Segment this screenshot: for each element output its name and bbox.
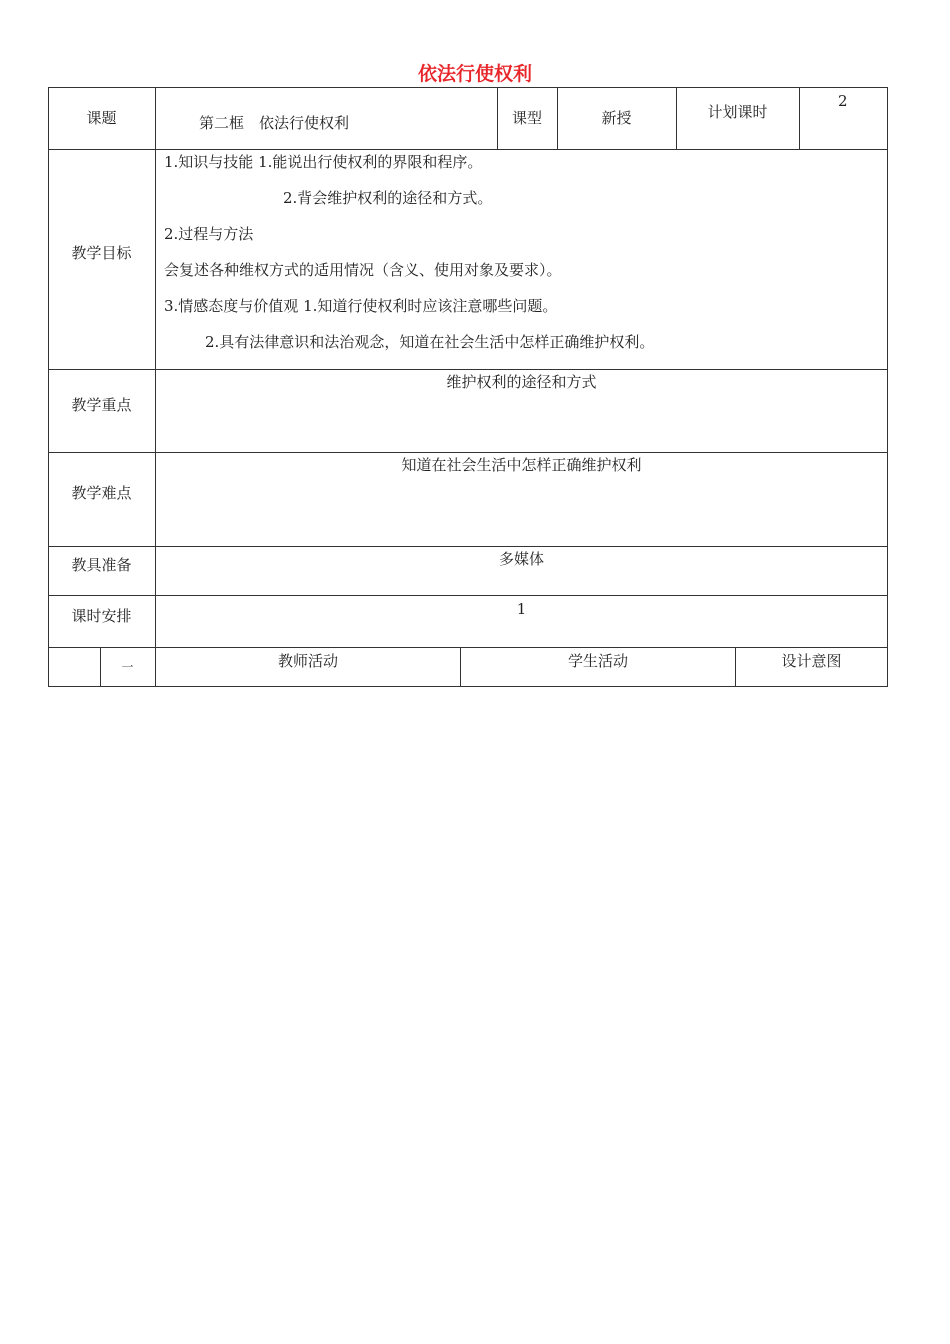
topic-value: 第二框 依法行使权利 (199, 114, 350, 132)
type-value: 新授 (601, 109, 632, 127)
table-border-right (887, 87, 888, 687)
schedule-value: 1 (516, 600, 527, 618)
key-point-label: 教学重点 (71, 396, 132, 414)
row-divider-header (48, 149, 888, 150)
schedule-label: 课时安排 (71, 607, 132, 625)
difficulty-label: 教学难点 (71, 484, 132, 502)
header-divider-hours-value (799, 87, 800, 149)
aids-label: 教具准备 (71, 556, 132, 574)
objective-line: 3.情感态度与价值观 1.知道行使权利时应该注意哪些问题。 (164, 297, 558, 315)
row-divider-schedule (48, 647, 888, 648)
key-point-value: 维护权利的途径和方式 (446, 373, 597, 391)
row-divider-difficulty (48, 546, 888, 547)
row-divider-key-point (48, 452, 888, 453)
row-divider-aids (48, 595, 888, 596)
objective-line: 会复述各种维权方式的适用情况（含义、使用对象及要求）。 (164, 261, 562, 279)
type-label: 课型 (511, 109, 542, 127)
objective-line: 2.背会维护权利的途径和方式。 (283, 189, 493, 207)
design-intent-header: 设计意图 (781, 652, 842, 670)
document-title: 依法行使权利 (417, 63, 532, 85)
objective-line: 1.知识与技能 1.能说出行使权利的界限和程序。 (164, 153, 483, 171)
planned-hours-value: 2 (838, 92, 848, 110)
objectives-label: 教学目标 (71, 244, 132, 262)
teacher-activity-header: 教师活动 (277, 652, 338, 670)
table-border-bottom (48, 686, 888, 687)
student-activity-header: 学生活动 (567, 652, 628, 670)
topic-label: 课题 (86, 109, 117, 127)
table-border-top (48, 87, 888, 88)
row-divider-objectives (48, 369, 888, 370)
activity-index: 一 (121, 660, 134, 674)
objective-line: 2.具有法律意识和法治观念，知道在社会生活中怎样正确维护权利。 (205, 333, 655, 351)
aids-value: 多媒体 (498, 550, 544, 568)
planned-hours-label: 计划课时 (707, 103, 768, 121)
objective-line: 2.过程与方法 (164, 225, 254, 243)
table-border-left (48, 87, 49, 687)
difficulty-value: 知道在社会生活中怎样正确维护权利 (401, 456, 642, 474)
